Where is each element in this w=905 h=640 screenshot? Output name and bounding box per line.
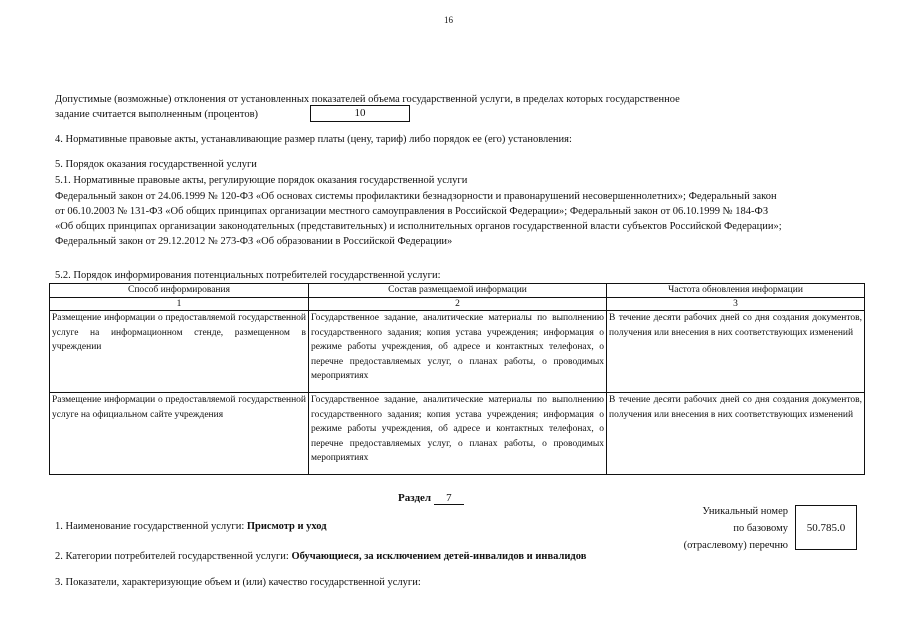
law-line: от 06.10.2003 № 131-ФЗ «Об общих принципах организации местного самоуправления в Российской Федерации»; Федеральный закон от 06.10.1999 № 184-ФЗ: [55, 206, 769, 217]
section-4-title: 4. Нормативные правовые акты, устанавливающие размер платы (цену, тариф) либо порядок ее (его) установления:: [55, 134, 572, 145]
deviations-line2: задание считается выполненным (процентов): [55, 109, 259, 120]
unique-number-line: (отраслевому) перечню: [683, 540, 788, 551]
deviations-line1: Допустимые (возможные) отклонения от установленных показателей объема государственной услуги, в пределах которых государственное: [55, 94, 680, 105]
section-5-title: 5. Порядок оказания государственной услуги: [55, 159, 257, 170]
table-header-content: Состав размещаемой информации: [309, 284, 607, 298]
service-name-value: Присмотр и уход: [246, 521, 327, 532]
table-row: [50, 393, 865, 475]
section-5-1-title: 5.1. Нормативные правовые акты, регулирующие порядок оказания государственной услуги: [55, 175, 468, 186]
table-cell-frequency: В течение десяти рабочих дней со дня создания документов, получения или внесения в них соответствующих изменений: [607, 311, 865, 393]
unique-number-code: 50.785.0: [795, 505, 857, 550]
unique-number-line: по базовому: [733, 523, 788, 534]
table-column-number: 3: [607, 298, 865, 311]
unique-number-line: Уникальный номер: [702, 506, 788, 517]
table-column-number: 1: [50, 298, 309, 311]
section-number: 7: [434, 492, 464, 505]
law-line: «Об общих принципах организации законодательных (представительных) и исполнительных органов государственной власти субъектов Российской Федерации»;: [55, 221, 782, 232]
unique-number-label: [655, 503, 788, 554]
table-cell-method: Размещение информации о предоставляемой государственной услуге на официальном сайте учреждения: [50, 393, 309, 475]
table-cell-frequency: В течение десяти рабочих дней со дня создания документов, получения или внесения в них соответствующих изменений: [607, 393, 865, 475]
table-header-frequency: Частота обновления информации: [607, 284, 865, 298]
table-cell-content: Государственное задание, аналитические материалы по выполнению государственного задания; копия устава учреждения; информация о режиме работы учреждения, об адресе и контактных телефонах, о перечне предоставляемых услуг, о планах работы, о проводимых мероприятиях: [309, 311, 607, 393]
law-line: Федеральный закон от 24.06.1999 № 120-ФЗ «Об основах системы профилактики безнадзорности и правонарушений несовершеннолетних»; Федеральный закон: [55, 191, 777, 202]
table-cell-content: Государственное задание, аналитические материалы по выполнению государственного задания; копия устава учреждения; информация о режиме работы учреждения, об адресе и контактных телефонах, о перечне предоставляемых услуг, о планах работы, о проводимых мероприятиях: [309, 393, 607, 475]
service-indicators: 3. Показатели, характеризующие объем и (или) качество государственной услуги:: [55, 577, 421, 588]
information-table: [49, 283, 865, 475]
table-row: [50, 311, 865, 393]
table-header-method: Способ информирования: [50, 284, 309, 298]
service-name-label: 1. Наименование государственной услуги:: [55, 521, 245, 532]
table-cell-method: Размещение информации о предоставляемой государственной услуге на информационном стенде, размещенном в учреждении: [50, 311, 309, 393]
service-consumers: [55, 549, 586, 564]
page-number: 16: [444, 15, 453, 25]
deviations-value-box: 10: [310, 105, 410, 122]
law-line: Федеральный закон от 29.12.2012 № 273-ФЗ «Об образовании в Российской Федерации»: [55, 236, 453, 247]
service-name: [55, 519, 327, 534]
service-consumers-label: 2. Категории потребителей государственной услуги:: [55, 551, 289, 562]
service-consumers-value: Обучающиеся, за исключением детей-инвалидов и инвалидов: [291, 551, 587, 562]
section-heading: [398, 492, 464, 505]
section-label: Раздел: [398, 492, 432, 504]
table-column-number: 2: [309, 298, 607, 311]
section-5-2-title: 5.2. Порядок информирования потенциальных потребителей государственной услуги:: [55, 270, 441, 281]
